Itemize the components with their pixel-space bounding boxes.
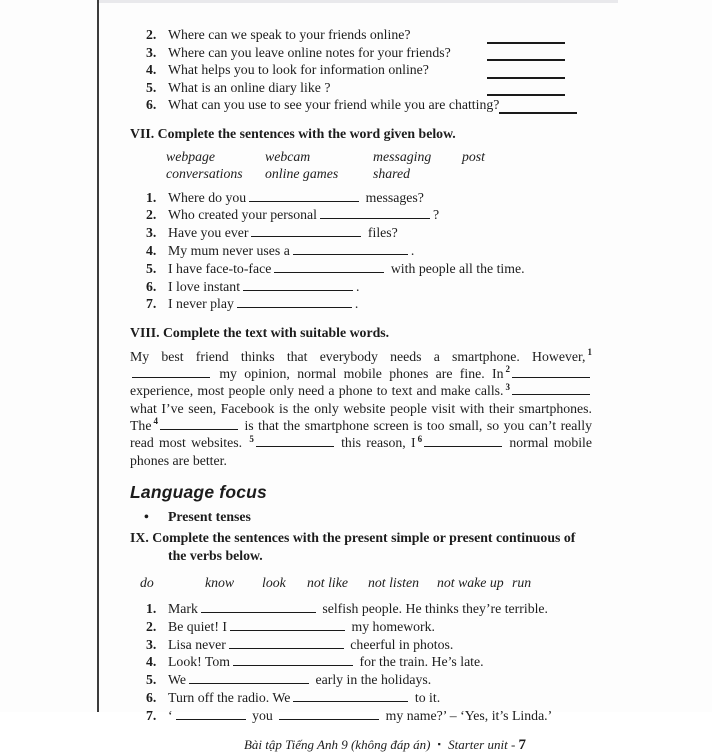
- fill-in-row: [130, 260, 592, 278]
- word-bank-vii: [130, 148, 592, 183]
- fill-blank-line: [249, 190, 359, 202]
- answer-blank-line: [487, 30, 565, 44]
- word-bank-ix: [130, 574, 592, 592]
- blank-number: 1: [587, 347, 592, 358]
- item-text-after: .: [410, 242, 415, 258]
- item-number: 4.: [146, 242, 157, 258]
- fill-in-row: [130, 189, 592, 207]
- item-text-before: Have you ever: [168, 225, 249, 241]
- question-number: 4.: [146, 62, 157, 78]
- item-number: 3.: [146, 225, 157, 241]
- fill-in-row: [130, 600, 592, 618]
- fill-blank-line: [256, 435, 334, 447]
- item-number: 2.: [146, 618, 157, 634]
- item-text-before: Where do you: [168, 189, 247, 205]
- item-number: 4.: [146, 654, 157, 670]
- word-bank-word: online games: [265, 166, 339, 182]
- item-text-before: Look! Tom: [168, 654, 231, 670]
- paragraph-text: what I’ve seen, Facebook is the only website people visit with their smartphones. The: [130, 400, 592, 433]
- answer-blank-line: [499, 100, 577, 114]
- item-text-middle: you: [252, 707, 273, 723]
- answer-blank-line: [487, 65, 565, 79]
- item-text-before: I have face-to-face: [168, 260, 272, 276]
- fill-blank-line: [424, 435, 502, 447]
- fill-blank-line: [237, 296, 352, 308]
- page-spine-line: [97, 0, 99, 712]
- item-number: 6.: [146, 690, 157, 706]
- top-question-list: [130, 26, 592, 114]
- fill-in-row: [130, 206, 592, 224]
- word-bank-word: not like: [307, 574, 348, 590]
- fill-blank-line: [512, 366, 590, 378]
- word-bank-word: conversations: [166, 166, 243, 182]
- fill-blank-line: [132, 366, 210, 378]
- square-bullet-icon: ▪: [437, 738, 441, 749]
- word-bank-word: not listen: [368, 574, 419, 590]
- question-row: [130, 44, 592, 62]
- language-focus-title: Language focus: [130, 481, 267, 502]
- word-bank-word: run: [512, 574, 532, 590]
- fill-in-row: [130, 618, 592, 636]
- fill-blank-line: [293, 243, 408, 255]
- word-bank-word: post: [462, 148, 485, 164]
- footer-book-title: Bài tập Tiếng Anh 9 (không đáp án): [243, 736, 431, 752]
- section-ix-heading: IX. Complete the sentences with the present simple or present continuous of the verbs below.: [130, 530, 576, 563]
- page-footer: [130, 736, 592, 754]
- item-number: 3.: [146, 636, 157, 652]
- fill-in-row: [130, 224, 592, 242]
- blank-number: 4: [153, 416, 158, 427]
- item-text-before: We: [168, 672, 187, 688]
- paragraph-text: is that the smartphone screen is too small, so you can’t really read most websites.: [130, 417, 592, 451]
- fill-blank-line: [512, 383, 590, 395]
- word-bank-word: webpage: [166, 148, 216, 164]
- word-bank-word: do: [140, 574, 154, 590]
- section-ix-items: [130, 600, 592, 725]
- item-number: 5.: [146, 672, 157, 688]
- footer-unit-label: Starter unit -: [448, 736, 516, 752]
- paragraph-text: my opinion, normal mobile phones are fine. In: [219, 366, 504, 382]
- word-bank-word: not wake up: [437, 574, 504, 590]
- question-text: Where can we speak to your friends online?: [168, 27, 411, 42]
- item-text-after: my homework.: [351, 618, 436, 634]
- section-vii-heading: VII. Complete the sentences with the word given below.: [130, 125, 456, 141]
- fill-blank-line: [201, 601, 316, 613]
- item-number: 5.: [146, 260, 157, 276]
- page-content: [130, 26, 592, 754]
- item-text-after: files?: [367, 225, 398, 241]
- item-number: 7.: [146, 707, 157, 723]
- question-text: What can you use to see your friend while you are chatting?: [168, 97, 500, 113]
- footer-page-number: 7: [518, 736, 527, 753]
- question-row: [130, 79, 592, 97]
- question-text: What is an online diary like ?: [168, 79, 331, 95]
- item-text-after: messages?: [365, 189, 424, 205]
- item-text-after: .: [356, 278, 360, 294]
- fill-blank-line: [230, 619, 345, 631]
- fill-blank-line: [229, 637, 344, 649]
- bullet-icon: •: [144, 508, 149, 524]
- item-text-before: My mum never uses a: [168, 242, 290, 258]
- item-text-after: early in the holidays.: [315, 672, 432, 688]
- item-text-before: I never play: [168, 296, 234, 312]
- item-text-after: with people all the time.: [390, 260, 525, 276]
- blank-number: 6: [417, 433, 423, 444]
- paragraph-text: experience, most people only need a phone to text and make calls.: [130, 383, 504, 399]
- item-text-before: Mark: [168, 601, 198, 617]
- fill-blank-line: [233, 654, 353, 666]
- question-number: 5.: [146, 79, 157, 95]
- item-text-after: selfish people. He thinks they’re terrible.: [322, 601, 549, 617]
- present-tenses-bullet: [130, 508, 592, 526]
- fill-in-row: [130, 636, 592, 654]
- item-text-after: my name?’ – ‘Yes, it’s Linda.’: [385, 707, 553, 723]
- fill-blank-line: [279, 708, 379, 720]
- question-number: 2.: [146, 27, 157, 42]
- fill-in-row: [130, 295, 592, 313]
- item-number: 6.: [146, 278, 157, 294]
- item-number: 1.: [146, 601, 157, 617]
- question-text: What helps you to look for information online?: [168, 62, 429, 78]
- fill-blank-line: [243, 279, 353, 291]
- bullet-text: Present tenses: [168, 508, 251, 524]
- item-text-before: Be quiet! I: [168, 618, 228, 634]
- fill-blank-line: [251, 225, 361, 237]
- paragraph-text: normal mobile phones are better.: [130, 435, 593, 468]
- answer-blank-line: [487, 82, 565, 96]
- fill-blank-line: [274, 261, 384, 273]
- item-number: 2.: [146, 207, 157, 223]
- answer-blank-line: [487, 47, 565, 61]
- fill-blank-line: [320, 207, 430, 219]
- fill-in-row: [130, 653, 592, 671]
- question-row: [130, 96, 592, 114]
- fill-in-row: [130, 278, 592, 296]
- item-text-before: Who created your personal: [168, 207, 318, 223]
- word-bank-word: webcam: [265, 148, 311, 164]
- fill-in-row: [130, 671, 592, 689]
- item-text-before: ‘: [168, 707, 173, 723]
- word-bank-word: know: [205, 574, 235, 590]
- item-text-before: Lisa never: [168, 636, 226, 652]
- fill-blank-line: [293, 690, 408, 702]
- question-text: Where can you leave online notes for your friends?: [168, 44, 451, 60]
- item-text-after: cheerful in photos.: [350, 636, 454, 652]
- paragraph-text: this reason, I: [341, 435, 416, 451]
- word-bank-word: messaging: [373, 148, 432, 164]
- blank-number: 5: [249, 433, 254, 444]
- blank-number: 2: [505, 364, 511, 375]
- item-text-before: Turn off the radio. We: [168, 690, 291, 706]
- item-number: 7.: [146, 296, 157, 312]
- blank-number: 3: [505, 381, 510, 392]
- question-number: 3.: [146, 44, 157, 60]
- item-text-after: .: [354, 296, 359, 312]
- word-bank-word: shared: [373, 166, 411, 182]
- fill-blank-line: [160, 418, 238, 430]
- cloze-paragraph: [130, 348, 592, 469]
- question-row: [130, 61, 592, 79]
- question-row: [130, 26, 592, 44]
- item-number: 1.: [146, 189, 157, 205]
- item-text-after: to it.: [414, 690, 441, 706]
- item-text-before: I love instant: [168, 278, 241, 294]
- section-vii-items: [130, 189, 592, 314]
- item-text-after: ?: [433, 207, 440, 223]
- fill-in-row: [130, 242, 592, 260]
- word-bank-word: look: [262, 574, 286, 590]
- fill-in-row: [130, 689, 592, 707]
- question-number: 6.: [146, 97, 157, 113]
- item-text-after: for the train. He’s late.: [359, 654, 484, 670]
- fill-blank-line: [189, 672, 309, 684]
- fill-blank-line: [176, 708, 246, 720]
- paragraph-text: My best friend thinks that everybody needs a smartphone. However,: [130, 348, 586, 364]
- section-viii-heading: VIII. Complete the text with suitable words.: [130, 325, 390, 341]
- scan-edge-strip: [97, 0, 618, 3]
- fill-in-row: [130, 707, 592, 725]
